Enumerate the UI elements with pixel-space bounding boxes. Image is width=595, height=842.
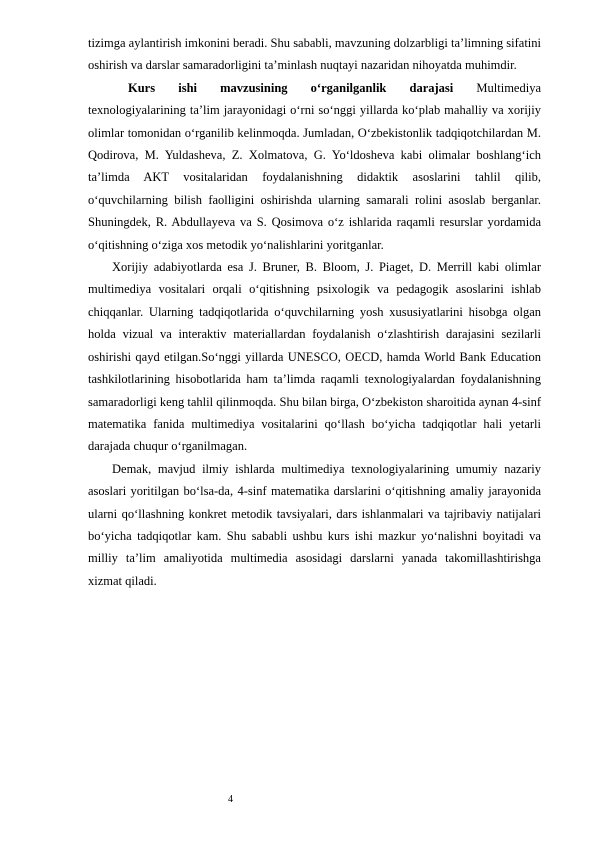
paragraph-intro-continuation: tizimga aylantirish imkonini beradi. Shu sababli, mavzuning dolzarbligi ta’limning sifatini oshirish va darslar samaradorligini ta’minlash nuqtayi nazaridan nihoyatda muhimdir.: [88, 36, 541, 73]
document-page: [88, 32, 541, 592]
paragraph-study-level-body: Multimediya texnologiyalarining ta’lim jarayonidagi o‘rni so‘nggi yillarda ko‘plab mahalliy va xorijiy olimlar tomonidan o‘rganilib kelinmoqda. Jumladan, O‘zbekistonlik tadqiqotchilardan M. Qodirova, M. Yuldasheva, Z. Xolmatova, G. Yo‘ldosheva kabi olimalar boshlang‘ich ta’limda AKT vositalaridan foydalanishning didaktik asoslarini tahlil qilib, o‘quvchilarning bilish faolligini oshirishda ularning samarali rolini asoslab berganlar. Shuningdek, R. Abdullayeva va S. Qosimova o‘z ishlarida raqamli resurslar yordamida o‘qitishning o‘ziga xos metodik yo‘nalishlarini yoritganlar.: [88, 80, 542, 252]
paragraph-foreign-literature: Xorijiy adabiyotlarda esa J. Bruner, B. Bloom, J. Piaget, D. Merrill kabi olimlar multimediya vositalari orqali o‘qitishning psixologik va pedagogik asoslarini ishlab chiqqanlar. Ularning tadqiqotlarida o‘quvchilarning yosh xususiyatlarini hisobga olgan holda vizual va interaktiv materiallardan foydalanish o‘zlashtirish darajasini sezilarli oshirishi qayd etilgan.So‘nggi yillarda UNESCO, OECD, hamda World Bank Education tashkilotlarining hisobotlarida ham ta’limda raqamli texnologiyalardan foydalanishning samaradorligi keng tahlil qilinmoqda. Shu bilan birga, O‘zbekiston sharoitida aynan 4-sinf matematika fanida multimediya vositalarini qo‘llash bo‘yicha tadqiqotlar hali yetarli darajada chuqur o‘rganilmagan.: [88, 260, 541, 454]
page-number: 4: [228, 794, 233, 805]
paragraph-study-level: [88, 77, 541, 256]
paragraph-conclusion: Demak, mavjud ilmiy ishlarda multimediya texnologiyalarining umumiy nazariy asoslari yoritilgan bo‘lsa-da, 4-sinf matematika darslarini o‘qitishning amaliy jarayonida ularni qo‘llashning konkret metodik tavsiyalari, dars ishlanmalari va tajribaviy natijalari bo‘yicha tadqiqotlar kam. Shu sababli ushbu kurs ishi mazkur yo‘nalishni boyitadi va milliy ta’lim amaliyotida multimedia asosidagi darslarni yanada takomillashtirishga xizmat qiladi.: [88, 461, 541, 588]
section-heading-inline: Kurs ishi mavzusining o‘rganilganlik darajasi: [128, 80, 454, 95]
